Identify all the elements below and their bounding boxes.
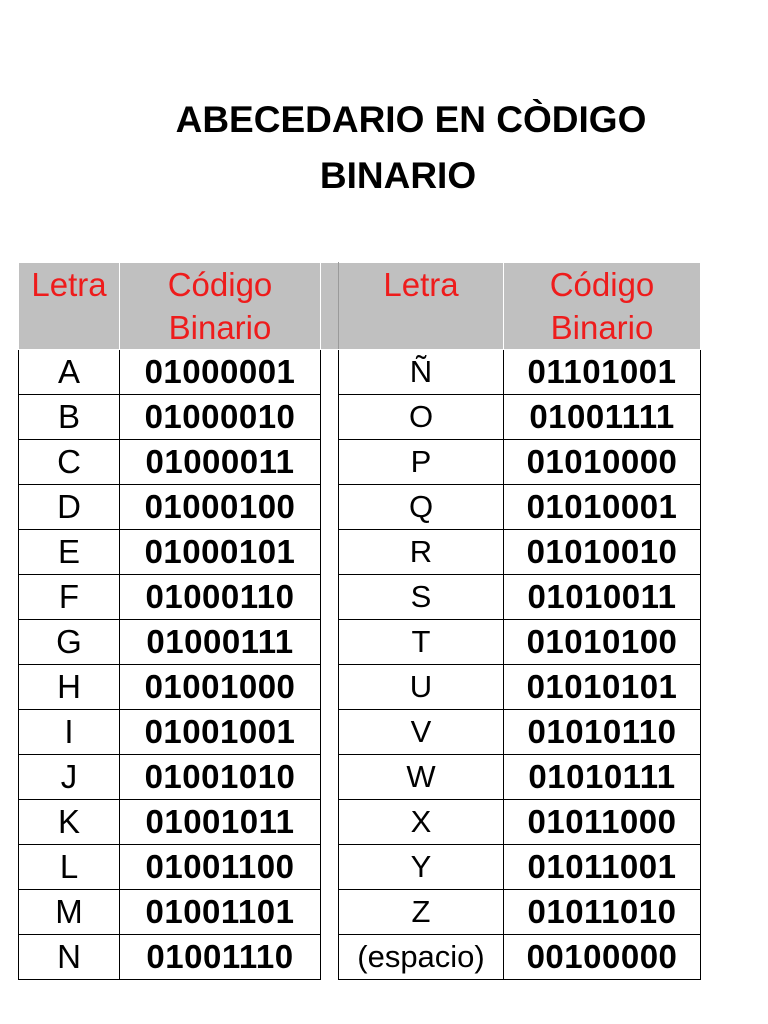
- code-cell-left: 01001100: [120, 845, 321, 890]
- header-code-left-line-2: Binario: [168, 309, 272, 346]
- header-code-left: [120, 263, 321, 350]
- gap-cell: [321, 575, 339, 620]
- code-cell-right: 01011000: [504, 800, 701, 845]
- letter-cell-right: Q: [339, 485, 504, 530]
- code-cell-left: 01001001: [120, 710, 321, 755]
- letter-cell-left: L: [19, 845, 120, 890]
- code-cell-right: 01011001: [504, 845, 701, 890]
- code-cell-right: 01010111: [504, 755, 701, 800]
- table-row: [19, 485, 701, 530]
- letter-cell-left: A: [19, 350, 120, 395]
- gap-cell: [321, 485, 339, 530]
- code-cell-right: 01010000: [504, 440, 701, 485]
- gap-cell: [321, 395, 339, 440]
- code-cell-left: 01001010: [120, 755, 321, 800]
- letter-cell-right: Y: [339, 845, 504, 890]
- code-cell-right: 01010100: [504, 620, 701, 665]
- code-cell-right: 01001111: [504, 395, 701, 440]
- letter-cell-right: Z: [339, 890, 504, 935]
- table-row: [19, 575, 701, 620]
- table-row: [19, 800, 701, 845]
- code-cell-left: 01000110: [120, 575, 321, 620]
- letter-cell-right: R: [339, 530, 504, 575]
- letter-cell-right: X: [339, 800, 504, 845]
- gap-cell: [321, 800, 339, 845]
- gap-cell: [321, 620, 339, 665]
- gap-cell: [321, 665, 339, 710]
- code-cell-right: 01010010: [504, 530, 701, 575]
- code-cell-left: 01000101: [120, 530, 321, 575]
- code-cell-right: 01101001: [504, 350, 701, 395]
- table-row: [19, 440, 701, 485]
- code-cell-left: 01000001: [120, 350, 321, 395]
- gap-cell: [321, 350, 339, 395]
- header-letter-right: Letra: [339, 263, 504, 350]
- letter-cell-right: O: [339, 395, 504, 440]
- gap-cell: [321, 440, 339, 485]
- table-header-row: [19, 263, 701, 350]
- header-code-right-line-2: Binario: [550, 309, 654, 346]
- binary-code-table: [18, 262, 701, 980]
- letter-cell-left: C: [19, 440, 120, 485]
- letter-cell-left: F: [19, 575, 120, 620]
- table-row: [19, 665, 701, 710]
- gap-cell: [321, 890, 339, 935]
- code-cell-right: 01010110: [504, 710, 701, 755]
- code-cell-right: 01010011: [504, 575, 701, 620]
- letter-cell-right: U: [339, 665, 504, 710]
- letter-cell-right: Ñ: [339, 350, 504, 395]
- code-cell-right: 00100000: [504, 935, 701, 980]
- table-row: [19, 710, 701, 755]
- letter-cell-left: I: [19, 710, 120, 755]
- code-cell-left: 01001011: [120, 800, 321, 845]
- code-cell-right: 01010001: [504, 485, 701, 530]
- letter-cell-right: T: [339, 620, 504, 665]
- table-row: [19, 845, 701, 890]
- table-body: [19, 350, 701, 980]
- code-cell-right: 01011010: [504, 890, 701, 935]
- letter-cell-left: D: [19, 485, 120, 530]
- gap-cell: [321, 845, 339, 890]
- gap-cell: [321, 755, 339, 800]
- letter-cell-right: V: [339, 710, 504, 755]
- table-row: [19, 395, 701, 440]
- letter-cell-left: K: [19, 800, 120, 845]
- gap-cell: [321, 935, 339, 980]
- letter-cell-left: J: [19, 755, 120, 800]
- letter-cell-right: (espacio): [339, 935, 504, 980]
- header-letter-left: Letra: [19, 263, 120, 350]
- table-row: [19, 530, 701, 575]
- page-title: [0, 92, 768, 204]
- code-cell-left: 01000010: [120, 395, 321, 440]
- letter-cell-left: B: [19, 395, 120, 440]
- title-line-1: ABECEDARIO EN CÒDIGO: [175, 99, 647, 140]
- letter-cell-left: M: [19, 890, 120, 935]
- code-cell-left: 01000111: [120, 620, 321, 665]
- gap-cell: [321, 530, 339, 575]
- gap-cell: [321, 710, 339, 755]
- table-row: [19, 935, 701, 980]
- code-cell-left: 01001000: [120, 665, 321, 710]
- header-code-right-line-1: Código: [549, 266, 655, 303]
- letter-cell-left: G: [19, 620, 120, 665]
- letter-cell-right: P: [339, 440, 504, 485]
- header-gap: [321, 263, 339, 350]
- code-cell-right: 01010101: [504, 665, 701, 710]
- code-cell-left: 01000100: [120, 485, 321, 530]
- table-row: [19, 350, 701, 395]
- letter-cell-right: S: [339, 575, 504, 620]
- letter-cell-right: W: [339, 755, 504, 800]
- code-cell-left: 01000011: [120, 440, 321, 485]
- table-row: [19, 620, 701, 665]
- code-cell-left: 01001101: [120, 890, 321, 935]
- table-row: [19, 890, 701, 935]
- header-code-left-line-1: Código: [167, 266, 273, 303]
- letter-cell-left: E: [19, 530, 120, 575]
- letter-cell-left: N: [19, 935, 120, 980]
- letter-cell-left: H: [19, 665, 120, 710]
- code-cell-left: 01001110: [120, 935, 321, 980]
- title-line-2: BINARIO: [319, 155, 477, 196]
- table-row: [19, 755, 701, 800]
- header-code-right: [504, 263, 701, 350]
